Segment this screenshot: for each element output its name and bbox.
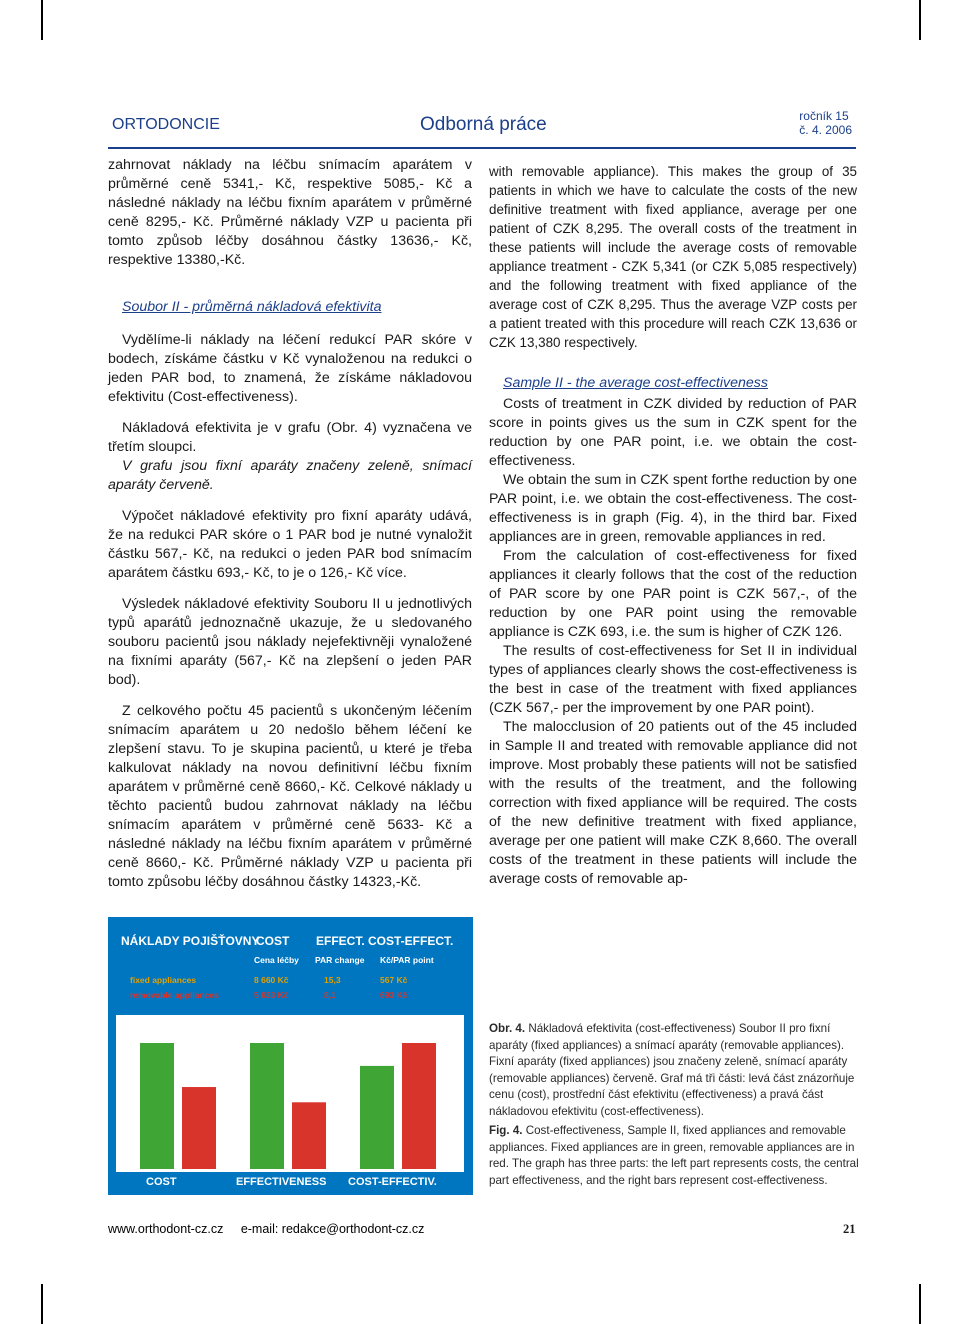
header-par: PAR change	[315, 955, 365, 965]
paragraph: V grafu jsou fixní aparáty značeny zeleně, snímací aparáty červeně.	[108, 458, 472, 493]
paragraph: From the calculation of cost-effectiveness for fixed appliances it clearly follows that the cost of the reduction of PAR score by one PAR point is CZK 567,-, of the reduction by one PAR point using the removable appliance is CZK 693, i.e. the sum is higher of CZK 126.	[489, 548, 857, 640]
data-label: 8 660 Kč	[254, 975, 289, 985]
paragraph: Výsledek nákladové efektivity Souboru II u jednotlivých typů aparátů jednoznačně ukazuje, že u sledovaného souboru pacientů jsou náklady nejefektivněji vynaložené na fixními aparáty (567,- Kč na zlepšení o jeden PAR bod).	[108, 596, 472, 688]
data-label: 567 Kč	[380, 975, 408, 985]
caption-cz-label: Obr. 4.	[489, 1022, 526, 1035]
bar-fixed	[250, 1043, 284, 1169]
header-rule	[108, 147, 856, 149]
paragraph: We obtain the sum in CZK spent forthe reduction by one PAR point, i.e. we obtain the cost-effectiveness. The cost-effectiveness is in graph (Fig. 4), in the third bar. Fixed appliances are in green, removable appliances in red.	[489, 472, 857, 545]
section-heading: Sample II - the average cost-effectiveness	[503, 375, 768, 391]
paragraph: Vydělíme-li náklady na léčení redukcí PAR skóre v bodech, získáme částku v Kč vynaloženou na redukci o jeden PAR bod, to znamená, že získáme nákladovou efektivitu (Cost-effectiveness).	[108, 332, 472, 405]
section-heading: Soubor II - průměrná nákladová efektivita	[122, 299, 382, 315]
section-title: Odborná práce	[420, 114, 547, 135]
header-ce: Kč/PAR point	[380, 955, 434, 965]
crop-mark	[919, 0, 921, 40]
bar-removable	[292, 1102, 326, 1169]
crop-mark	[41, 0, 43, 40]
paragraph: The malocclusion of 20 patients out of the 45 included in Sample II and treated with removable appliance did not improve. Most probably these patients will not be satisfied with the results of the treatment, and the following correction with fixed appliance will be required. The costs of the new definitive treatment with fixed appliance, average per one patient will make CZK 8,660. The overall costs of the treatment in these patients will include the average costs of removable ap-	[489, 719, 857, 887]
volume-label: ročník 15	[799, 109, 849, 123]
paragraph: zahrnovat náklady na léčbu snímacím aparátem v průměrné ceně 5341,- Kč, respektive 5085,- Kč a následné náklady na léčbu fixním aparátem v průměrné ceně 8295,- Kč. Průměrné náklady VZP u pacienta při tomto způsob léčby dosáhnou částky 13636,- Kč, respektive 13380,-Kč.	[108, 157, 472, 268]
chart-title-effect: EFFECT. COST-EFFECT.	[316, 934, 454, 948]
bar-removable	[402, 1043, 436, 1169]
chart-title-cost: COST	[256, 934, 290, 948]
category-label: EFFECTIVENESS	[236, 1176, 327, 1188]
journal-name: ORTODONCIE	[112, 116, 220, 133]
bar-fixed	[360, 1066, 394, 1169]
paragraph: The results of cost-effectiveness for Set II in individual types of appliances clearly shows the cost-effectiveness is the best in case of the treatment with fixed appliances (CZK 567,- per the improvement by one PAR point).	[489, 643, 857, 716]
chart-svg	[108, 917, 473, 1195]
data-label: 693 Kč	[380, 990, 408, 1000]
legend-fixed: fixed appliances	[130, 975, 197, 985]
cost-effectiveness-chart	[108, 917, 473, 1195]
crop-mark	[41, 1284, 43, 1324]
caption-cz-text: Nákladová efektivita (cost-effectiveness) Soubor II pro fixní aparáty (fixed appliances) a snímací aparáty (removable appliances). Fixní aparáty (fixed appliances) jsou značeny zeleně, snímací aparáty (removable appliances) červeně. Graf má tři části: levá část znázorňuje cenu (cost), prostřední část efektivitu (effectiveness) a pravá část nákladovou efektivitu (cost-effectiveness).	[489, 1022, 855, 1118]
data-label: 15,3	[324, 975, 341, 985]
issue-info	[799, 109, 852, 137]
paragraph: Nákladová efektivita je v grafu (Obr. 4) vyznačena ve třetím sloupci.	[108, 420, 472, 455]
bar-fixed	[140, 1043, 174, 1169]
figure-caption	[489, 1021, 861, 1192]
paragraph: with removable appliance). This makes the group of 35 patients in which we have to calculate the costs of the new definitive treatment with fixed appliance, average per one patient of CZK 8,295. The overall costs of the treatment in these patients will include the average costs of removable appliance treatment - CZK 5,341 (or CZK 5,085 respectively) and the following treatment with fixed appliance of the average cost of CZK 8,295. Thus the average VZP costs per a patient treated with this procedure will reach CZK 13,636 or CZK 13,380 respectively.	[489, 164, 857, 350]
caption-en-label: Fig. 4.	[489, 1124, 523, 1137]
right-column	[489, 162, 857, 889]
caption-en-text: Cost-effectiveness, Sample II, fixed appliances and removable appliances. Fixed appliances are in green, removable appliances are in red. The graph has three parts: the left part represents costs, the central part effectiveness, and the right bars represent cost-effectiveness.	[489, 1124, 859, 1187]
footer-email-link[interactable]: e-mail: redakce@orthodont-cz.cz	[240, 1222, 425, 1236]
caption-en	[489, 1123, 861, 1189]
paragraph: Z celkového počtu 45 pacientů s ukončeným léčením snímacím aparátem u 20 nedošlo během léčení ke zlepšení stavu. To je skupina pacientů, u které je třeba kalkulovat náklady na novou definitivní léčbu fixním aparátem v průměrné ceně 8660,- Kč. Celkové náklady u těchto pacientů budou zahrnovat náklady na léčbu snímacím aparátem v průměrné ceně 5633- Kč a následné náklady na léčbu fixním aparátem v průměrné ceně 8660,- Kč. Průměrné náklady VZP u pacienta při tomto způsobu léčby dosáhnou částky 14323,-Kč.	[108, 703, 472, 890]
issue-label: č. 4. 2006	[799, 123, 852, 137]
left-column	[108, 156, 472, 904]
category-label: COST	[146, 1176, 177, 1188]
footer-website-link[interactable]: www.orthodont-cz.cz	[108, 1222, 224, 1236]
category-label: COST-EFFECTIV.	[348, 1176, 437, 1188]
paragraph: Costs of treatment in CZK divided by reduction of PAR score in points gives us the sum in CZK spent for the reduction by one PAR point, i.e. we obtain the cost-effectiveness.	[489, 396, 857, 469]
legend-removable: removable appliances	[130, 990, 219, 1000]
page-number: 21	[843, 1222, 856, 1236]
running-header	[108, 106, 856, 146]
paragraph: Výpočet nákladové efektivity pro fixní aparáty udává, že na redukci PAR skóre o 1 PAR bod je nutné vynaložit částku 567,- Kč, na redukci o jeden PAR bod snímacím aparátem částku 693,- Kč, to je o 126,- Kč více.	[108, 508, 472, 581]
data-label: 8,1	[324, 990, 336, 1000]
footer	[108, 1222, 438, 1236]
chart-title-left: NÁKLADY POJIŠŤOVNY	[121, 934, 260, 948]
bar-removable	[182, 1087, 216, 1169]
caption-cz	[489, 1021, 861, 1120]
header-cost: Cena léčby	[254, 955, 299, 965]
data-label: 5 633 Kč	[254, 990, 289, 1000]
crop-mark	[919, 1284, 921, 1324]
